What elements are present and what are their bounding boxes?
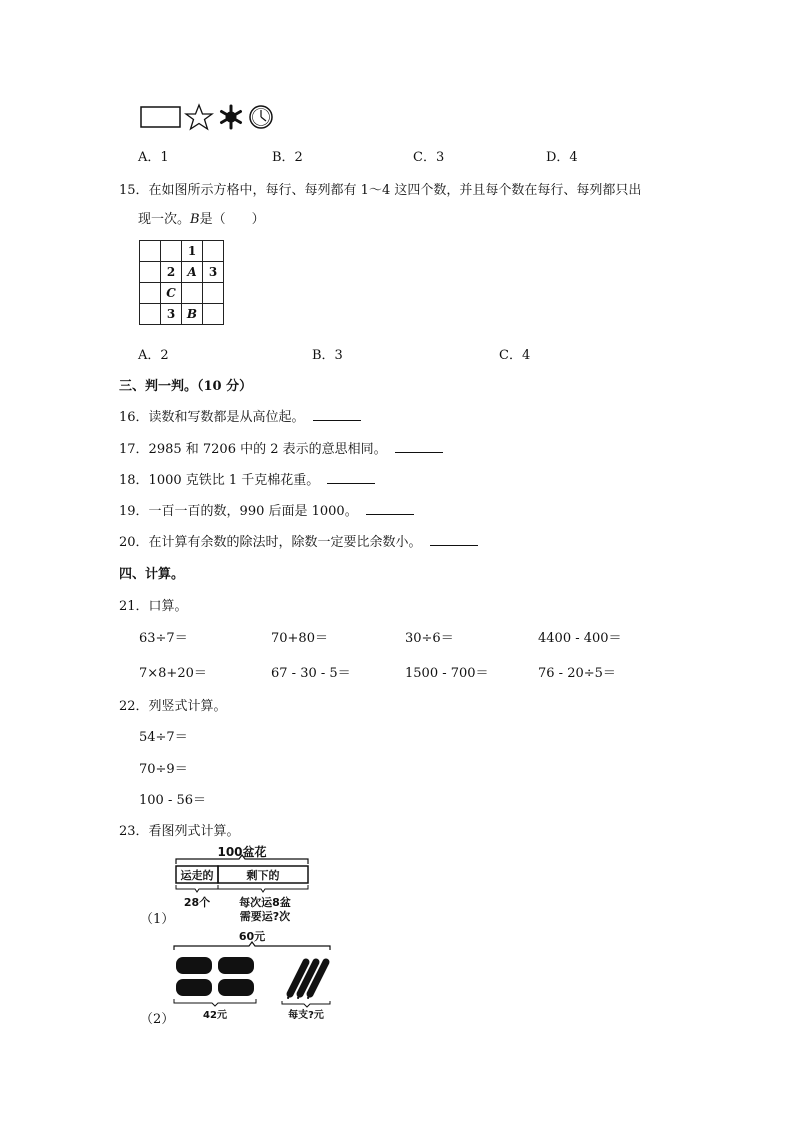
section3-title: 三、判一判。（10 分）	[119, 379, 253, 394]
q14-option-b[interactable]: B．2	[272, 150, 303, 165]
section4-title: 四、计算。	[119, 567, 185, 582]
q23-fig1-label: （1）	[140, 912, 175, 927]
grid-cell	[140, 283, 161, 304]
vertical-calc-item: 100 - 56＝	[139, 793, 207, 808]
q15-question-line1: 15．在如图所示方格中，每行、每列都有 1～4 这四个数，并且每个数在每行、每列都只出	[119, 183, 642, 198]
fig2-left-price: 42元	[203, 1010, 227, 1020]
mental-calc-item: 1500 - 700＝	[405, 666, 489, 681]
mental-calc-item: 67 - 30 - 5＝	[271, 666, 351, 681]
grid-cell	[203, 241, 224, 262]
q23-figure2	[168, 928, 338, 1024]
pencil-icon	[288, 962, 326, 998]
rectangle-icon	[141, 107, 180, 127]
mental-calc-item: 7×8+20＝	[139, 666, 207, 681]
fig1-total-label: 100盆花	[217, 845, 267, 859]
answer-blank[interactable]	[327, 471, 375, 484]
mental-calc-item: 70+80＝	[271, 631, 328, 646]
mental-calc-item: 4400 - 400＝	[538, 631, 622, 646]
grid-cell	[203, 304, 224, 325]
star-icon	[186, 105, 212, 129]
q23-title: 23．看图列式计算。	[119, 824, 240, 839]
q14-shapes	[140, 103, 280, 135]
grid-cell: 1	[182, 241, 203, 262]
q15-line2-pre: 现一次。	[138, 212, 191, 227]
mental-calc-item: 30÷6＝	[405, 631, 454, 646]
answer-blank[interactable]	[313, 408, 361, 421]
grid-row	[140, 262, 224, 283]
grid-cell: B	[182, 304, 203, 325]
fig2-bottom-brace-right	[282, 1001, 330, 1007]
snowflake-icon	[222, 106, 241, 128]
q15-line2-var: B	[190, 212, 200, 227]
fig2-right-note: 每支?元	[288, 1010, 324, 1020]
fig1-bottom-brace	[176, 885, 218, 892]
fig2-top-brace	[174, 942, 330, 950]
judge-item-19	[119, 500, 414, 519]
grid-cell: C	[161, 283, 182, 304]
fig1-note2: 需要运?次	[239, 910, 291, 923]
q15-option-b[interactable]: B．3	[312, 348, 343, 363]
fig1-left-value: 28个	[183, 896, 211, 909]
vertical-calc-item: 54÷7＝	[139, 730, 188, 745]
fig1-note1: 每次运8盆	[239, 896, 291, 909]
q14-option-d[interactable]: D．4	[546, 150, 578, 165]
q15-option-a[interactable]: A．2	[138, 348, 169, 363]
q15-option-c[interactable]: C．4	[499, 348, 531, 363]
grid-cell	[203, 283, 224, 304]
fig1-right-box-label: 剩下的	[246, 869, 280, 882]
judge-text: 18．1000 克铁比 1 千克棉花重。	[119, 473, 320, 488]
grid-cell	[140, 262, 161, 283]
judge-item-17	[119, 438, 443, 457]
vertical-calc-item: 70÷9＝	[139, 762, 188, 777]
grid-cell: A	[182, 262, 203, 283]
q23-fig2-label: （2）	[140, 1012, 175, 1027]
grid-row	[140, 241, 224, 262]
grid-cell: 3	[161, 304, 182, 325]
grid-cell: 3	[203, 262, 224, 283]
eraser-icon	[176, 957, 254, 996]
grid-row	[140, 304, 224, 325]
answer-blank[interactable]	[430, 533, 478, 546]
q14-shapes-svg	[140, 103, 280, 131]
q22-title: 22．列竖式计算。	[119, 699, 227, 714]
grid-cell	[140, 304, 161, 325]
grid-cell	[182, 283, 203, 304]
clock-icon	[250, 106, 272, 128]
mental-calc-item: 63÷7＝	[139, 631, 188, 646]
mental-calc-item: 76 - 20÷5＝	[538, 666, 616, 681]
q14-option-a[interactable]: A．1	[138, 150, 169, 165]
judge-item-20	[119, 531, 478, 550]
q15-question-line2	[138, 208, 265, 227]
judge-text: 16．读数和写数都是从高位起。	[119, 410, 305, 425]
judge-text: 19．一百一百的数，990 后面是 1000。	[119, 504, 358, 519]
judge-item-18	[119, 469, 375, 488]
q21-title: 21．口算。	[119, 599, 188, 614]
judge-item-16	[119, 406, 361, 425]
figure2-svg	[168, 928, 338, 1020]
fig1-left-box-label: 运走的	[180, 869, 214, 882]
judge-text: 20．在计算有余数的除法时，除数一定要比余数小。	[119, 535, 422, 550]
fig1-bottom-brace-right	[218, 885, 308, 892]
answer-blank[interactable]	[366, 502, 414, 515]
grid-cell	[140, 241, 161, 262]
fig2-total-label: 60元	[238, 930, 266, 943]
q15-grid	[139, 240, 224, 325]
grid-row	[140, 283, 224, 304]
q14-option-c[interactable]: C．3	[413, 150, 445, 165]
grid-cell	[161, 241, 182, 262]
judge-text: 17．2985 和 7206 中的 2 表示的意思相同。	[119, 442, 387, 457]
q15-line2-post: 是（ ）	[199, 212, 265, 227]
answer-blank[interactable]	[395, 440, 443, 453]
grid-cell: 2	[161, 262, 182, 283]
fig2-bottom-brace	[174, 999, 256, 1006]
